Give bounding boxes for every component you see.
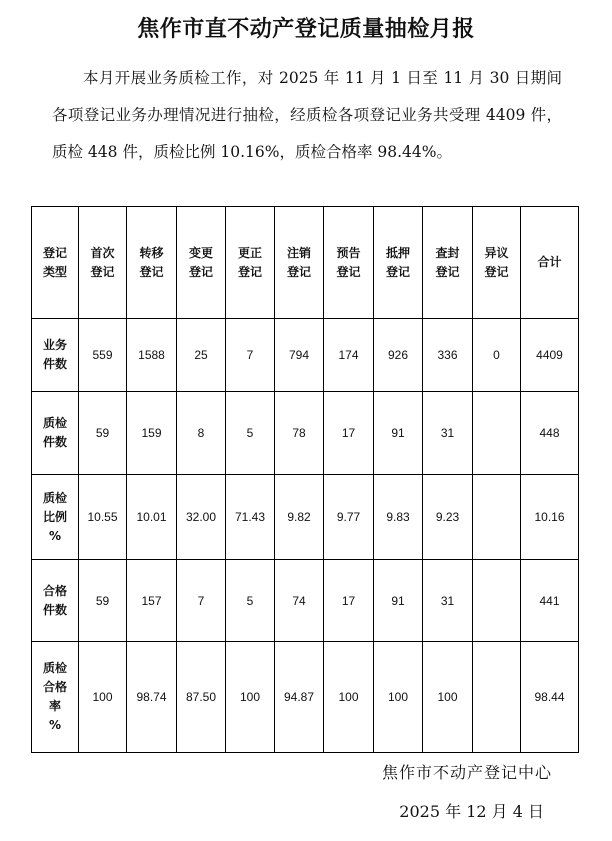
table-cell: 94.87	[275, 642, 324, 753]
table-cell: 87.50	[177, 642, 226, 753]
column-header	[521, 207, 579, 319]
table-cell: 5	[226, 560, 275, 642]
table-cell: 441	[521, 560, 579, 642]
column-header-label: 首次 登记	[90, 245, 115, 279]
column-header-label: 注销 登记	[286, 245, 311, 279]
table-cell: 794	[275, 319, 324, 392]
table-cell: 559	[79, 319, 127, 392]
row-label-cell	[32, 642, 79, 753]
table-cell: 7	[177, 560, 226, 642]
table-cell: 9.82	[275, 475, 324, 560]
table-cell: 10.01	[127, 475, 177, 560]
row-label-cell	[32, 392, 79, 475]
table-cell: 100	[226, 642, 275, 753]
column-header	[32, 207, 79, 319]
table-cell: 31	[423, 560, 473, 642]
table-cell: 74	[275, 560, 324, 642]
column-header-label: 合计	[537, 255, 562, 269]
column-header-label: 查封 登记	[435, 245, 460, 279]
table-cell: 10.55	[79, 475, 127, 560]
table-cell: 9.83	[374, 475, 423, 560]
table-row	[32, 475, 579, 560]
column-header-label: 转移 登记	[139, 245, 164, 279]
table-cell	[473, 560, 521, 642]
table-cell: 31	[423, 392, 473, 475]
table-cell: 10.16	[521, 475, 579, 560]
table-cell: 157	[127, 560, 177, 642]
table-cell: 17	[324, 392, 374, 475]
page-title: 焦作市直不动产登记质量抽检月报	[137, 17, 475, 42]
table-cell: 174	[324, 319, 374, 392]
footer-date: 2025 年 12 月 4 日	[399, 802, 544, 821]
quality-report-table	[31, 206, 579, 753]
row-label: 合格 件数	[42, 583, 67, 617]
row-label: 业务 件数	[42, 338, 67, 371]
table-cell: 100	[423, 642, 473, 753]
table-cell: 78	[275, 392, 324, 475]
table-cell: 5	[226, 392, 275, 475]
row-label-cell	[32, 475, 79, 560]
column-header-label: 预告 登记	[336, 245, 361, 279]
column-header	[374, 207, 423, 319]
table-cell: 98.74	[127, 642, 177, 753]
footer-organization: 焦作市不动产登记中心	[381, 763, 552, 782]
column-header-label: 更正 登记	[237, 245, 262, 279]
table-row	[32, 560, 579, 642]
table-cell: 98.44	[521, 642, 579, 753]
table-cell: 32.00	[177, 475, 226, 560]
row-label-cell	[32, 560, 79, 642]
table-cell: 100	[79, 642, 127, 753]
row-label-cell	[32, 319, 79, 392]
table-cell: 25	[177, 319, 226, 392]
table-row	[32, 642, 579, 753]
table-cell: 926	[374, 319, 423, 392]
column-header	[275, 207, 324, 319]
column-header-label: 登记 类型	[42, 245, 67, 279]
table-cell: 448	[521, 392, 579, 475]
row-label: 质检 件数	[42, 416, 67, 449]
row-label: 质检 合格 率 %	[42, 661, 67, 732]
table-cell: 159	[127, 392, 177, 475]
table-body	[32, 207, 579, 753]
column-header	[79, 207, 127, 319]
column-header	[473, 207, 521, 319]
table-cell: 100	[374, 642, 423, 753]
table-cell: 17	[324, 560, 374, 642]
column-header	[177, 207, 226, 319]
intro-paragraph: 本月开展业务质检工作，对 2025 年 11 月 1 日至 11 月 30 日期间各项登记业务办理情况进行抽检，经质检各项登记业务共受理 4409 件，质检 448 件，质检比例 10.16%，质检合格率 98.44%。	[52, 69, 562, 161]
column-header	[423, 207, 473, 319]
column-header-label: 异议 登记	[484, 245, 509, 279]
row-label: 质检 比例 %	[42, 490, 67, 543]
table-cell: 7	[226, 319, 275, 392]
table-row	[32, 319, 579, 392]
table-cell: 100	[324, 642, 374, 753]
table-cell	[473, 392, 521, 475]
column-header-label: 抵押 登记	[385, 245, 410, 279]
table-cell: 9.23	[423, 475, 473, 560]
table-row	[32, 392, 579, 475]
table-cell: 9.77	[324, 475, 374, 560]
table-cell: 1588	[127, 319, 177, 392]
column-header	[127, 207, 177, 319]
table-cell: 0	[473, 319, 521, 392]
table-cell	[473, 475, 521, 560]
table-cell: 71.43	[226, 475, 275, 560]
header-row	[32, 207, 579, 319]
table-cell: 4409	[521, 319, 579, 392]
table-cell: 336	[423, 319, 473, 392]
table-cell: 8	[177, 392, 226, 475]
table-cell: 59	[79, 560, 127, 642]
table-cell: 59	[79, 392, 127, 475]
table-cell: 91	[374, 392, 423, 475]
table-cell	[473, 642, 521, 753]
table-cell: 91	[374, 560, 423, 642]
column-header	[324, 207, 374, 319]
column-header-label: 变更 登记	[188, 245, 213, 279]
column-header	[226, 207, 275, 319]
